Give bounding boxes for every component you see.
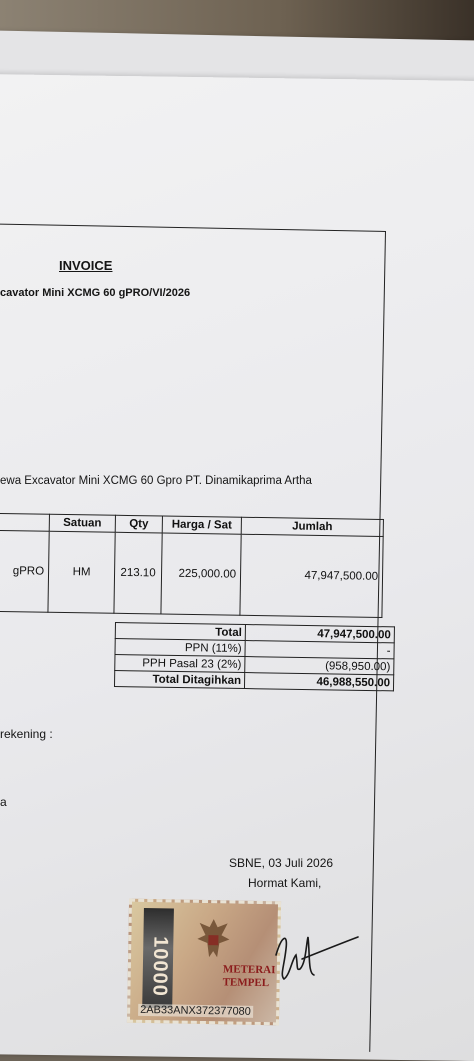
summary-ppn-label: PPN (11%): [115, 639, 245, 657]
cell-total: 47,947,500.00: [240, 534, 383, 617]
meterai-stamp: [127, 899, 281, 1026]
summary-pph-label: PPH Pasal 23 (2%): [115, 655, 245, 673]
table-row: [0, 530, 383, 618]
items-table: [0, 512, 384, 618]
stamp-serial-number: 2AB33ANX372377080: [140, 1003, 251, 1018]
summary-grand-value: 46,988,550.00: [244, 673, 393, 691]
invoice-description: ewa Excavator Mini XCMG 60 Gpro PT. Dinamikaprima Artha: [0, 475, 312, 487]
cell-unit: HM: [48, 531, 115, 613]
summary-total-value: 47,947,500.00: [245, 625, 394, 643]
header-total: Jumlah: [241, 517, 383, 536]
cell-description: gPRO: [0, 530, 49, 613]
summary-grand-label: Total Ditagihkan: [114, 671, 244, 689]
place-and-date: SBNE, 03 Juli 2026: [229, 856, 334, 870]
summary-pph-value: (958,950.00): [245, 657, 394, 675]
header-price: Harga / Sat: [162, 516, 241, 534]
header-description: [0, 513, 49, 532]
summary-total-label: Total: [115, 623, 245, 641]
account-name-fragment: a: [0, 795, 7, 809]
invoice-title: INVOICE: [59, 258, 113, 273]
cell-qty: 213.10: [114, 532, 162, 614]
header-qty: Qty: [115, 515, 162, 533]
garuda-emblem-icon: [193, 915, 234, 964]
cell-price: 225,000.00: [161, 533, 241, 615]
closing-regards: Hormat Kami,: [248, 876, 322, 890]
summary-ppn-value: -: [245, 641, 394, 659]
summary-table: [114, 622, 395, 691]
invoice-number: cavator Mini XCMG 60 gPRO/VI/2026: [0, 287, 191, 299]
stamp-value: 10000: [148, 936, 172, 998]
stamp-word-meterai: METERAI: [222, 963, 276, 977]
handwritten-signature-icon: [262, 915, 362, 995]
header-unit: Satuan: [49, 514, 115, 532]
stamp-word-tempel: TEMPEL: [222, 976, 270, 990]
bank-account-label: rekening :: [0, 727, 53, 741]
